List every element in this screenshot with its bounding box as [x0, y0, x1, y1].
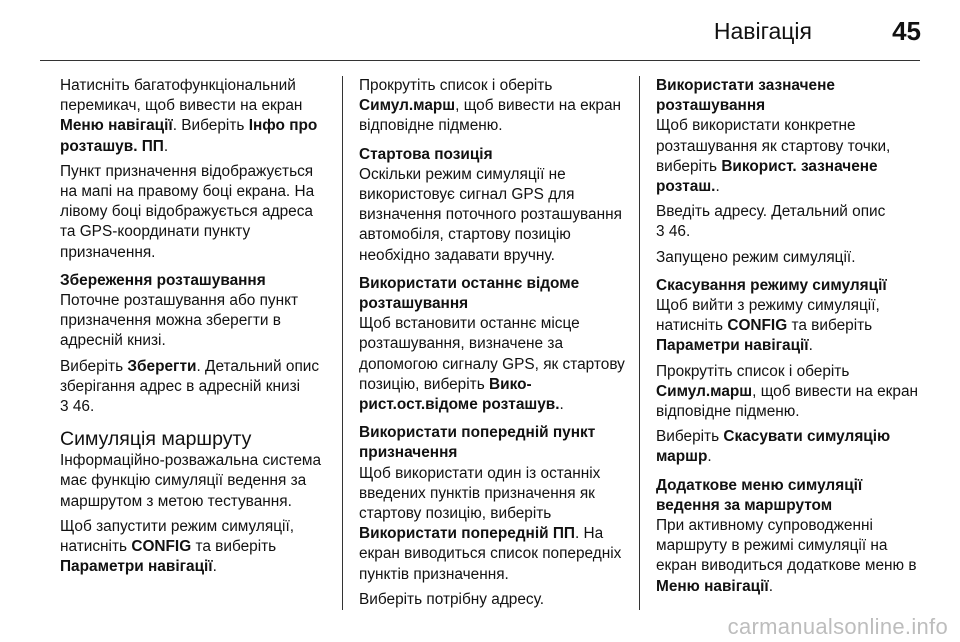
- paragraph: Інформаційно-розважальна система має функцію симуляції ведення за маршрутом з метою тестування.: [60, 452, 322, 510]
- paragraph: Запущено режим симуляції.: [656, 248, 856, 266]
- header-divider: [40, 60, 920, 61]
- paragraph: Щоб вийти з режиму симуляції, натисніть CONFIG та виберіть Параметри навігації.: [656, 297, 880, 355]
- column-divider-right: [639, 76, 640, 610]
- paragraph: Виберіть Зберегти. Детальний опис зберігання адрес в адресній книзі 3 46.: [60, 357, 320, 416]
- page-number: 45: [892, 16, 921, 46]
- page-reference: 3 46.: [60, 398, 95, 416]
- section-heading-save-location: Збереження розташування: [60, 271, 266, 289]
- page-reference: 3 46.: [656, 223, 691, 241]
- section-heading-start-position: Стартова позиція: [359, 145, 493, 163]
- section-heading-previous-destination: Використати попередній пункт призначення: [359, 424, 596, 462]
- section-heading-specified-location: Використати зазначене розташування: [656, 77, 835, 115]
- paragraph: Натисніть багатофункціональний перемикач, щоб вивести на екран Меню навігації. Виберіть Інфо про розташув. ПП.: [60, 77, 318, 155]
- column-2: [359, 76, 629, 615]
- header-title: Навігація: [713, 18, 812, 44]
- column-1: [60, 76, 332, 582]
- paragraph: Щоб використати конкретне розташування як стартову точки, виберіть Використ. зазначене розташ..: [656, 117, 891, 196]
- section-heading-additional-menu: Додаткове меню симуляції ведення за маршрутом: [656, 476, 863, 514]
- section-heading-last-known-location: Використати останнє відоме розташування: [359, 274, 580, 313]
- column-divider-left: [342, 76, 343, 610]
- paragraph: Поточне розташування або пункт призначення можна зберегти в адресній книзі.: [60, 292, 299, 350]
- paragraph: Щоб запустити режим симуляції, натисніть CONFIG та виберіть Параметри навігації.: [60, 517, 295, 576]
- paragraph: Виберіть Скасувати симуляцію маршр.: [656, 428, 891, 466]
- paragraph: Введіть адресу. Детальний опис 3 46.: [656, 203, 886, 241]
- paragraph: Прокрутіть список і оберіть Симул.марш, щоб вивести на екран відповідне підменю.: [359, 77, 622, 135]
- paragraph: Щоб встановити останнє місце розташування, визначене за допомогою сигналу GPS, як стартову позицію, виберіть Вико-рист.ост.відоме розташув..: [359, 315, 625, 414]
- paragraph: Щоб використати один із останніх введених пунктів призначення як стартову позицію, виберіть Використати попередній ПП. На екран виводиться список попередніх пунктів призначення.: [359, 464, 622, 583]
- section-heading-route-simulation: Симуляція маршруту: [60, 428, 252, 451]
- paragraph: Пункт призначення відображується на мапі на правому боці екрана. На лівому боці відображується адреса та GPS-координати пункту призначення.: [60, 162, 315, 261]
- paragraph: При активному супроводженні маршруту в режимі симуляції на екран виводиться додаткове меню в Меню навігації.: [656, 517, 917, 595]
- section-heading-cancel-simulation: Скасування режиму симуляції: [656, 276, 887, 294]
- column-3: [656, 76, 926, 602]
- paragraph: Виберіть потрібну адресу.: [359, 590, 545, 608]
- paragraph: Оскільки режим симуляції не використовує сигнал GPS для визначення поточного розташування автомобіля, стартову позицію необхідно задавати вручну.: [359, 165, 622, 264]
- watermark: carmanualsonline.info: [727, 614, 948, 639]
- paragraph: Прокрутіть список і оберіть Симул.марш, щоб вивести на екран відповідне підменю.: [656, 362, 919, 421]
